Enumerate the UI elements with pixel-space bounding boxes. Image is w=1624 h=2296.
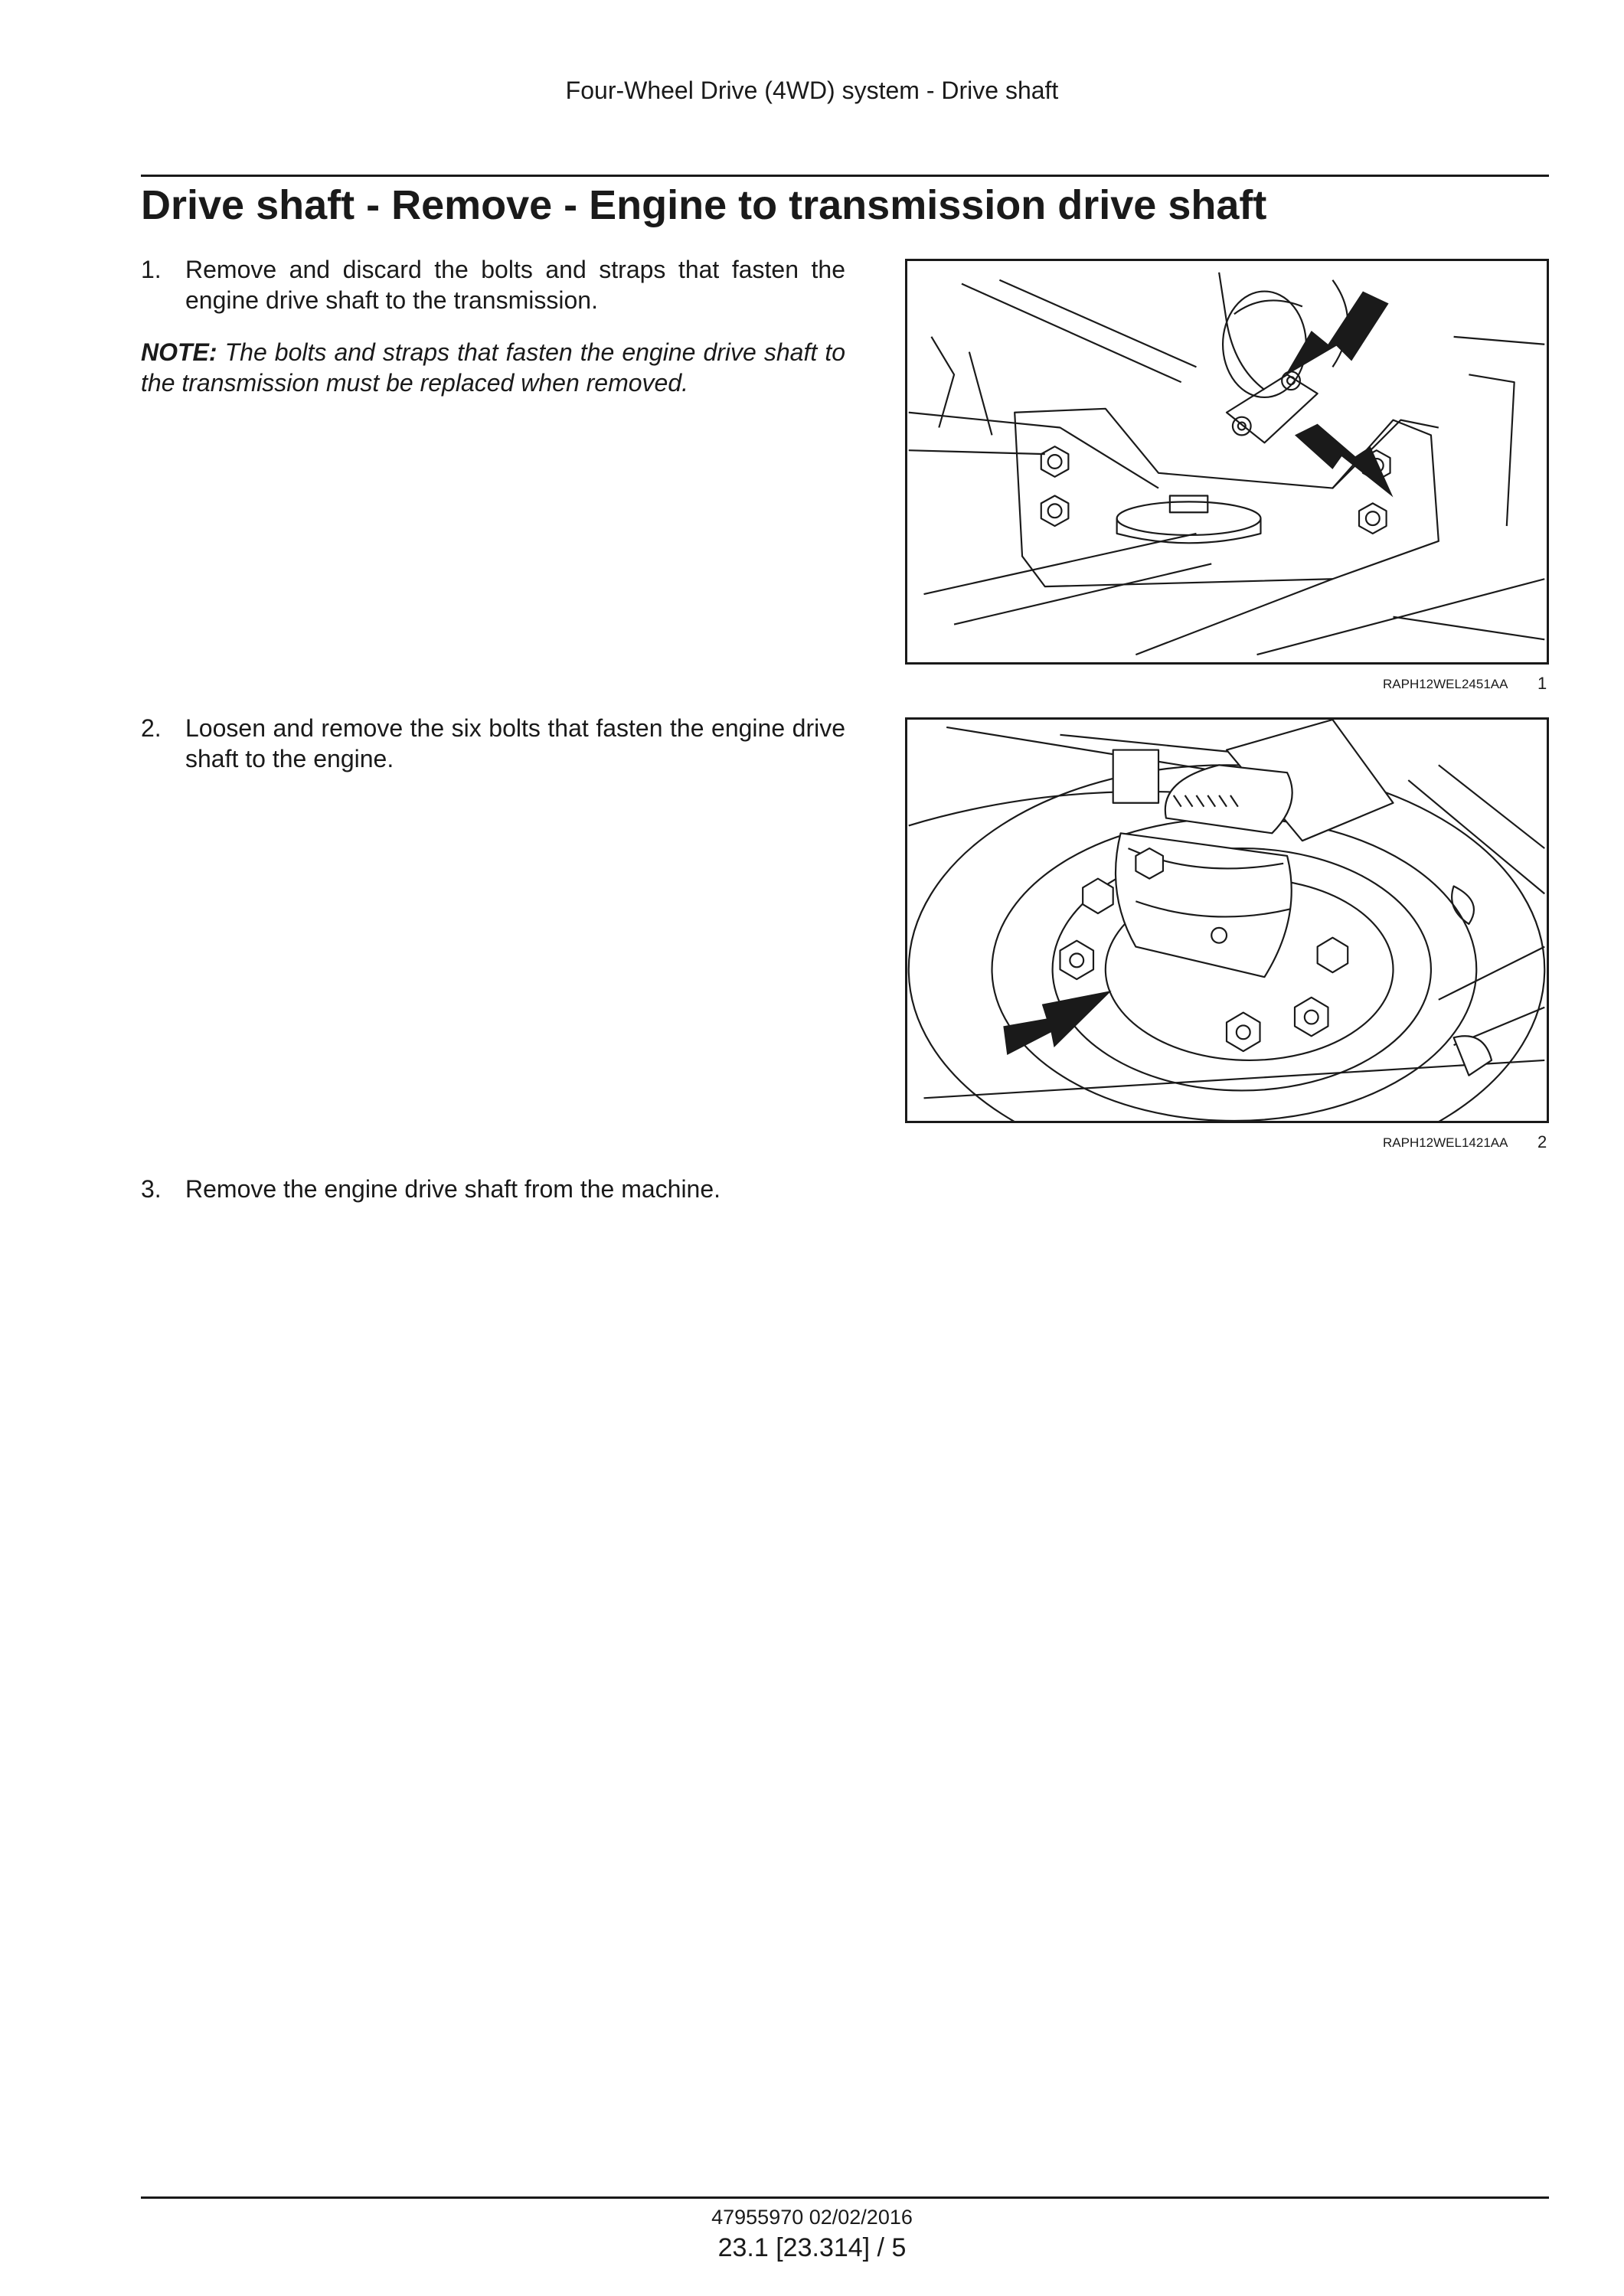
figure-1-number: 1 xyxy=(1537,674,1547,693)
step-text: Loosen and remove the six bolts that fasten the engine drive shaft to the engine. xyxy=(185,714,845,772)
step-number: 1. xyxy=(141,256,162,283)
step-2 xyxy=(141,713,845,774)
footer-document-reference: 47955970 02/02/2016 xyxy=(711,2206,913,2229)
step-number: 3. xyxy=(141,1175,162,1203)
note-label: NOTE: xyxy=(141,338,217,366)
footer-rule xyxy=(141,2196,1549,2199)
note xyxy=(141,337,845,398)
figure-2-code: RAPH12WEL1421AA xyxy=(1383,1135,1508,1150)
step-text: Remove the engine drive shaft from the machine. xyxy=(185,1175,721,1203)
figure-2-number: 2 xyxy=(1537,1132,1547,1151)
page-title: Drive shaft - Remove - Engine to transmission drive shaft xyxy=(141,182,1267,228)
step-1 xyxy=(141,254,845,315)
figure-1-illustration xyxy=(905,259,1549,665)
running-header: Four-Wheel Drive (4WD) system - Drive shaft xyxy=(565,77,1059,104)
figure-1-code: RAPH12WEL2451AA xyxy=(1383,677,1508,691)
footer-page-reference: 23.1 [23.314] / 5 xyxy=(717,2233,907,2262)
note-text: The bolts and straps that fasten the engine drive shaft to the transmission must be replaced when removed. xyxy=(141,338,846,397)
header-rule xyxy=(141,175,1549,177)
step-text: Remove and discard the bolts and straps that fasten the engine drive shaft to the transmission. xyxy=(185,256,845,314)
figure-2-illustration xyxy=(905,717,1549,1123)
step-number: 2. xyxy=(141,714,162,742)
step-3 xyxy=(141,1174,845,1204)
